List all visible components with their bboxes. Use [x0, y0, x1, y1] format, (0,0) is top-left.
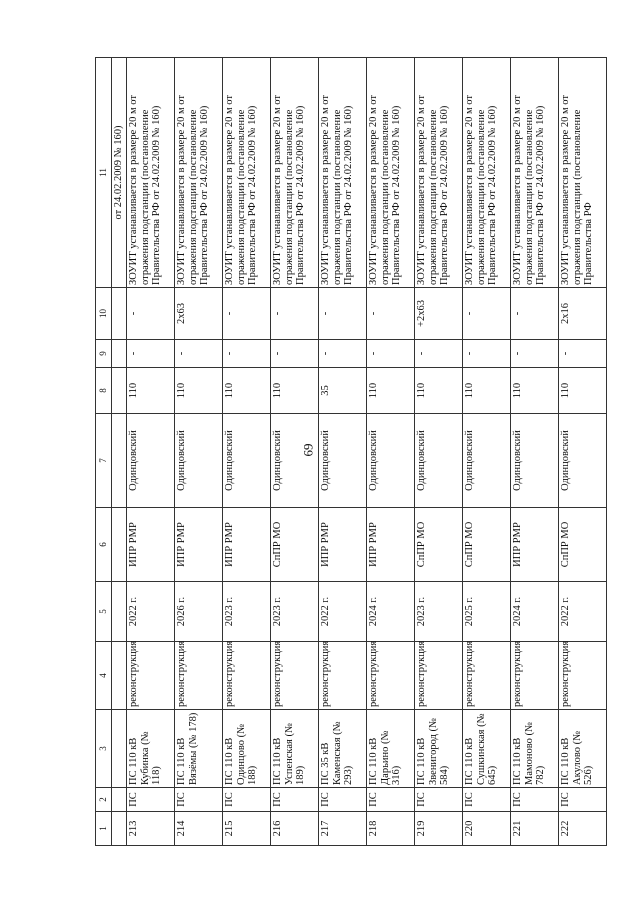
voltage-kv: 110 — [559, 368, 607, 414]
voltage-kv: 110 — [175, 368, 223, 414]
object-type: ПС — [175, 788, 223, 812]
column-10: - — [271, 288, 319, 340]
zone-description: ЗОУИТ устанавливается в размере 20 м от отражения подстанции (постановление Правительства РФ от 24.02.2009 № 160) — [271, 58, 319, 288]
year: 2025 г. — [463, 582, 511, 642]
column-9: - — [319, 340, 367, 368]
column-10: - — [127, 288, 175, 340]
voltage-kv: 110 — [127, 368, 175, 414]
source-document: ИПР РМР — [511, 508, 559, 582]
source-document: СпПР МО — [463, 508, 511, 582]
object-name: ПС 110 кВ Звенигород (№ 584) — [415, 710, 463, 788]
column-number: 6 — [96, 508, 112, 582]
row-number: 216 — [271, 812, 319, 846]
work-type: реконструкция — [175, 642, 223, 710]
column-9: - — [559, 340, 607, 368]
source-document: ИПР РМР — [367, 508, 415, 582]
column-10: - — [319, 288, 367, 340]
source-document: ИПР РМР — [127, 508, 175, 582]
column-10: +2х63 — [415, 288, 463, 340]
zone-description: ЗОУИТ устанавливается в размере 20 м от отражения подстанции (постановление Правительства РФ от 24.02.2009 № 160) — [415, 58, 463, 288]
column-9: - — [415, 340, 463, 368]
year: 2023 г. — [223, 582, 271, 642]
object-type: ПС — [463, 788, 511, 812]
column-number-row — [96, 58, 112, 846]
zone-description: ЗОУИТ устанавливается в размере 20 м от отражения подстанции (постановление Правительства РФ от 24.02.2009 № 160) — [319, 58, 367, 288]
row-number: 220 — [463, 812, 511, 846]
object-name: ПС 110 кВ Вязёмы (№ 178) — [175, 710, 223, 788]
district: Одинцовский — [319, 414, 367, 508]
year: 2022 г. — [319, 582, 367, 642]
table-row — [415, 58, 463, 846]
column-9: - — [463, 340, 511, 368]
page-number: 69 — [300, 443, 316, 457]
voltage-kv: 110 — [223, 368, 271, 414]
table-row — [463, 58, 511, 846]
object-type: ПС — [223, 788, 271, 812]
district: Одинцовский — [271, 414, 319, 508]
column-9: - — [367, 340, 415, 368]
district: Одинцовский — [559, 414, 607, 508]
column-9: - — [175, 340, 223, 368]
district: Одинцовский — [463, 414, 511, 508]
source-document: СпПР МО — [415, 508, 463, 582]
voltage-kv: 110 — [271, 368, 319, 414]
work-type: реконструкция — [463, 642, 511, 710]
column-10: - — [511, 288, 559, 340]
table-row — [223, 58, 271, 846]
object-name: ПС 35 кВ Каменская (№ 293) — [319, 710, 367, 788]
column-10: 2х63 — [175, 288, 223, 340]
zone-description: ЗОУИТ устанавливается в размере 20 м от отражения подстанции (постановление Правительства РФ от 24.02.2009 № 160) — [511, 58, 559, 288]
column-9: - — [223, 340, 271, 368]
work-type: реконструкция — [223, 642, 271, 710]
column-10: - — [223, 288, 271, 340]
object-type: ПС — [559, 788, 607, 812]
column-10: - — [463, 288, 511, 340]
row-number: 222 — [559, 812, 607, 846]
source-document: СпПР МО — [559, 508, 607, 582]
object-name: ПС 110 кВ Успенская (№ 189) — [271, 710, 319, 788]
year: 2024 г. — [511, 582, 559, 642]
work-type: реконструкция — [415, 642, 463, 710]
source-document: ИПР РМР — [175, 508, 223, 582]
object-name: ПС 110 кВ Сушкинская (№ 645) — [463, 710, 511, 788]
column-number: 1 — [96, 812, 112, 846]
object-name: ПС 110 кВ Акулово (№ 526) — [559, 710, 607, 788]
object-type: ПС — [127, 788, 175, 812]
column-number: 10 — [96, 288, 112, 340]
source-document: СпПР МО — [271, 508, 319, 582]
year: 2022 г. — [559, 582, 607, 642]
object-name: ПС 110 кВ Одинцово (№ 188) — [223, 710, 271, 788]
table-row — [367, 58, 415, 846]
district: Одинцовский — [367, 414, 415, 508]
work-type: реконструкция — [127, 642, 175, 710]
row-number: 213 — [127, 812, 175, 846]
work-type: реконструкция — [271, 642, 319, 710]
row-number: 221 — [511, 812, 559, 846]
table-row — [319, 58, 367, 846]
column-10: 2х16 — [559, 288, 607, 340]
column-number: 5 — [96, 582, 112, 642]
column-number: 7 — [96, 414, 112, 508]
column-number: 2 — [96, 788, 112, 812]
voltage-kv: 110 — [415, 368, 463, 414]
district: Одинцовский — [223, 414, 271, 508]
source-document: ИПР РМР — [319, 508, 367, 582]
object-type: ПС — [511, 788, 559, 812]
district: Одинцовский — [127, 414, 175, 508]
column-9: - — [127, 340, 175, 368]
column-number: 3 — [96, 710, 112, 788]
district: Одинцовский — [175, 414, 223, 508]
column-number: 11 — [96, 58, 112, 288]
zone-description: ЗОУИТ устанавливается в размере 20 м от отражения подстанции (постановление Правительства РФ от 24.02.2009 № 160) — [223, 58, 271, 288]
object-type: ПС — [415, 788, 463, 812]
column-number: 4 — [96, 642, 112, 710]
work-type: реконструкция — [319, 642, 367, 710]
continuation-text: от 24.02.2009 № 160) — [112, 58, 127, 288]
work-type: реконструкция — [367, 642, 415, 710]
row-number: 219 — [415, 812, 463, 846]
voltage-kv: 35 — [319, 368, 367, 414]
row-number: 217 — [319, 812, 367, 846]
object-type: ПС — [271, 788, 319, 812]
column-number: 8 — [96, 368, 112, 414]
substation-table — [95, 57, 607, 846]
zone-description: ЗОУИТ устанавливается в размере 20 м от отражения подстанции (постановление Правительства РФ от 24.02.2009 № 160) — [127, 58, 175, 288]
year: 2023 г. — [271, 582, 319, 642]
row-number: 215 — [223, 812, 271, 846]
table-row — [271, 58, 319, 846]
work-type: реконструкция — [559, 642, 607, 710]
object-name: ПС 110 кВ Дарьино (№ 316) — [367, 710, 415, 788]
object-type: ПС — [319, 788, 367, 812]
work-type: реконструкция — [511, 642, 559, 710]
year: 2022 г. — [127, 582, 175, 642]
year: 2023 г. — [415, 582, 463, 642]
table-row — [511, 58, 559, 846]
row-number: 214 — [175, 812, 223, 846]
table-row — [175, 58, 223, 846]
zone-description: ЗОУИТ устанавливается в размере 20 м от отражения подстанции (постановление Правительства РФ от 24.02.2009 № 160) — [367, 58, 415, 288]
zone-description: ЗОУИТ устанавливается в размере 20 м от отражения подстанции (постановление Правительства РФ от 24.02.2009 № 160) — [463, 58, 511, 288]
object-type: ПС — [367, 788, 415, 812]
continuation-row — [112, 58, 127, 846]
table-row — [559, 58, 607, 846]
voltage-kv: 110 — [511, 368, 559, 414]
column-10: - — [367, 288, 415, 340]
column-9: - — [271, 340, 319, 368]
year: 2024 г. — [367, 582, 415, 642]
voltage-kv: 110 — [463, 368, 511, 414]
source-document: ИПР РМР — [223, 508, 271, 582]
district: Одинцовский — [511, 414, 559, 508]
district: Одинцовский — [415, 414, 463, 508]
object-name: ПС 110 кВ Мамоново (№ 782) — [511, 710, 559, 788]
column-9: - — [511, 340, 559, 368]
year: 2026 г. — [175, 582, 223, 642]
zone-description: ЗОУИТ устанавливается в размере 20 м от отражения подстанции (постановление Правительства РФ от 24.02.2009 № 160) — [175, 58, 223, 288]
row-number: 218 — [367, 812, 415, 846]
voltage-kv: 110 — [367, 368, 415, 414]
table-row — [127, 58, 175, 846]
zone-description: ЗОУИТ устанавливается в размере 20 м от отражения подстанции (постановление Правительства РФ — [559, 58, 607, 288]
column-number: 9 — [96, 340, 112, 368]
object-name: ПС 110 кВ Кубинка (№ 118) — [127, 710, 175, 788]
